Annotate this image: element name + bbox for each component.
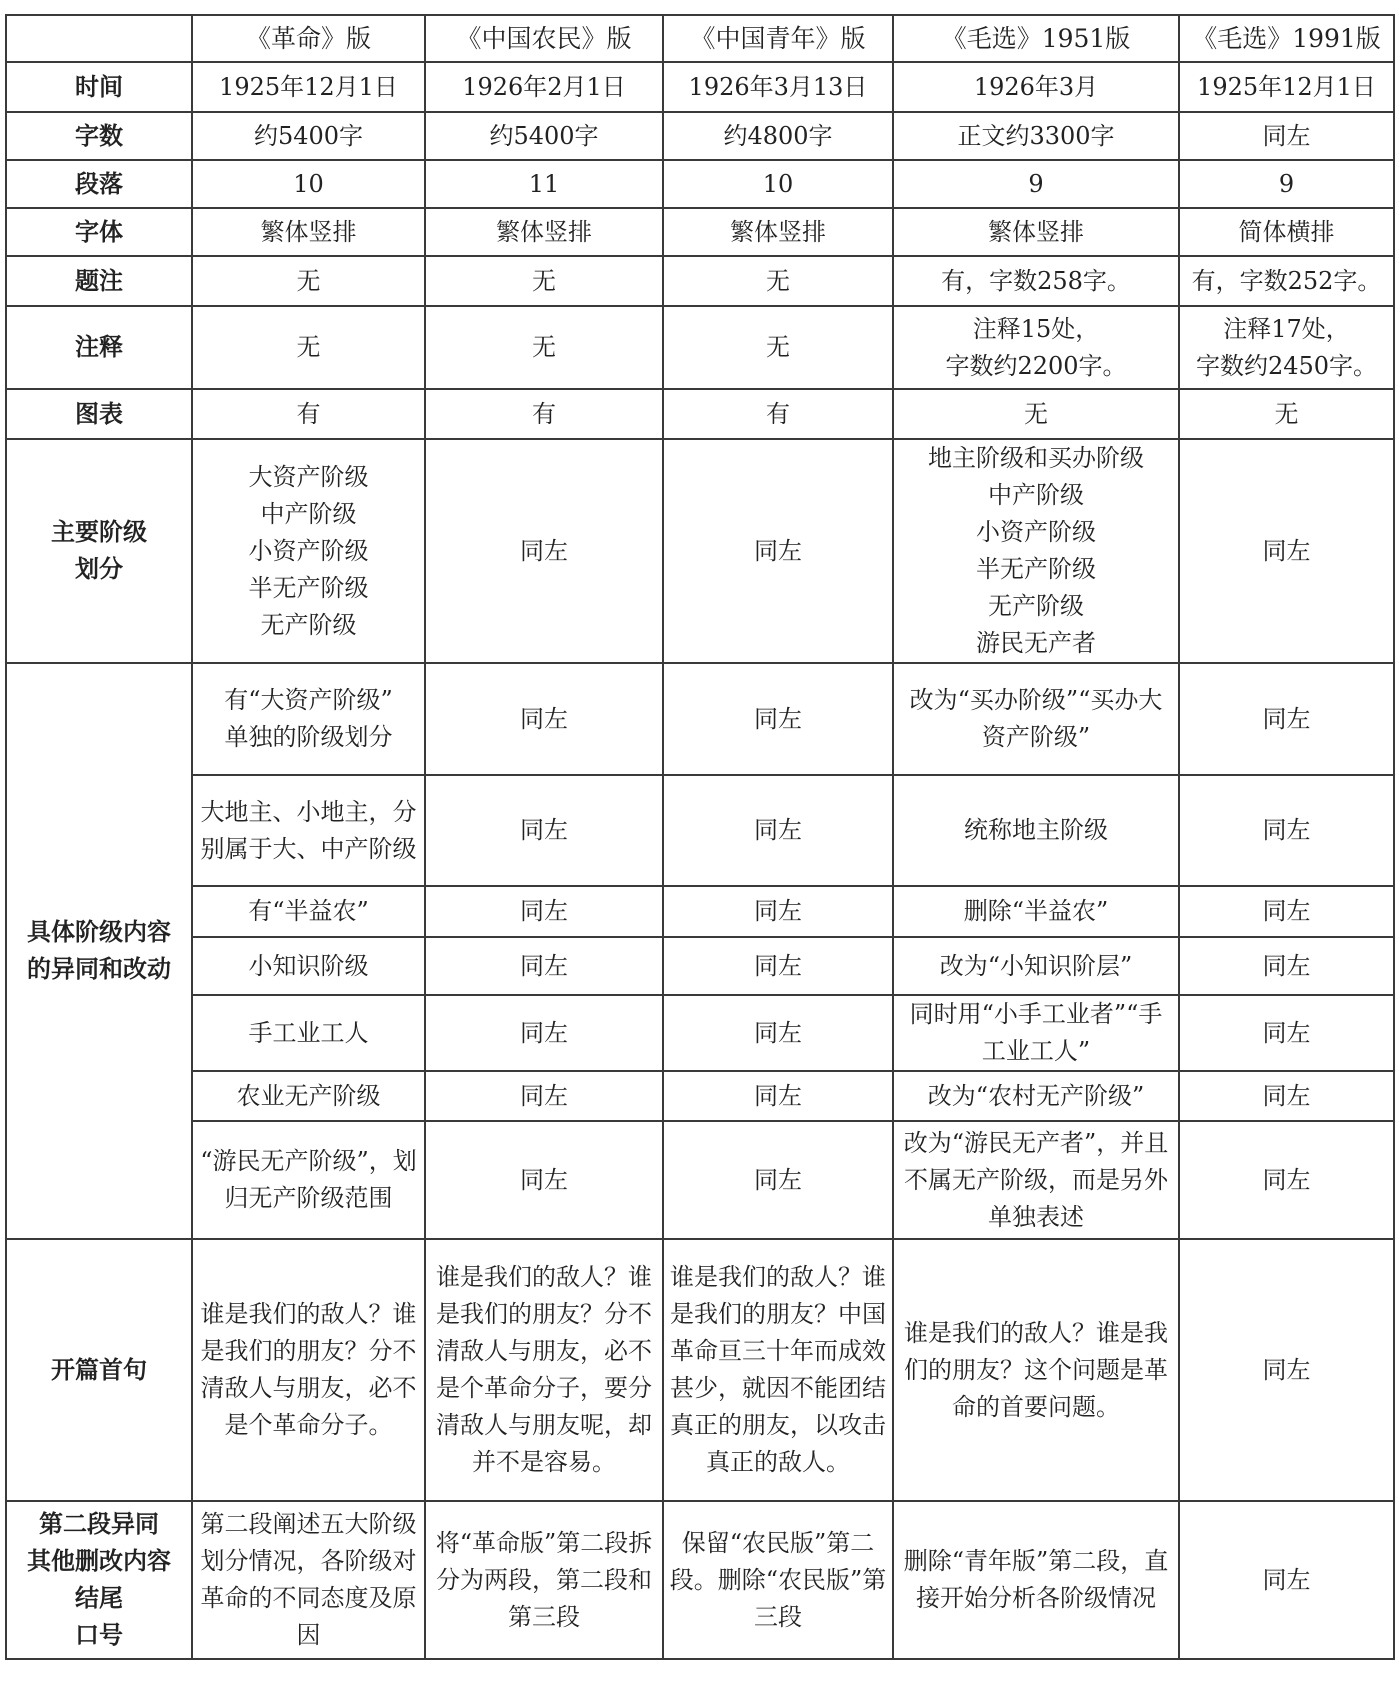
- row-header: 注释: [6, 306, 192, 389]
- table-cell: 有: [663, 389, 893, 439]
- table-cell: 无: [192, 306, 425, 389]
- table-cell: 删除“青年版”第二段，直接开始分析各阶级情况: [893, 1501, 1179, 1659]
- column-header: 《毛选》1951版: [893, 15, 1179, 62]
- table-cell: 农业无产阶级: [192, 1071, 425, 1121]
- table-cell: 改为“买办阶级”“买办大资产阶级”: [893, 663, 1179, 775]
- table-cell: 同左: [1179, 1121, 1394, 1239]
- table-cell: 小知识阶级: [192, 937, 425, 995]
- table-cell: 9: [893, 160, 1179, 208]
- row-header: 具体阶级内容 的异同和改动: [6, 663, 192, 1239]
- table-cell: 同左: [1179, 937, 1394, 995]
- table-row: [6, 160, 1394, 208]
- table-cell: 同左: [1179, 1239, 1394, 1501]
- table-cell: 同左: [663, 1121, 893, 1239]
- table-cell: 改为“农村无产阶级”: [893, 1071, 1179, 1121]
- table-cell: 约4800字: [663, 112, 893, 160]
- table-cell: 同左: [425, 1071, 663, 1121]
- table-cell: 同左: [425, 663, 663, 775]
- table-cell: 同左: [1179, 995, 1394, 1071]
- row-header: 题注: [6, 256, 192, 306]
- table-cell: 将“革命版”第二段拆分为两段，第二段和第三段: [425, 1501, 663, 1659]
- table-row: [6, 937, 1394, 995]
- table-row: [6, 256, 1394, 306]
- table-cell: 统称地主阶级: [893, 775, 1179, 886]
- cut-off-title: [0, 0, 1398, 6]
- table-cell: 约5400字: [425, 112, 663, 160]
- row-header: 开篇首句: [6, 1239, 192, 1501]
- table-row: [6, 1071, 1394, 1121]
- table-cell: 繁体竖排: [425, 208, 663, 256]
- table-cell: 同时用“小手工业者”“手工业工人”: [893, 995, 1179, 1071]
- table-row: [6, 306, 1394, 389]
- table-cell: 谁是我们的敌人？谁是我们的朋友？分不清敌人与朋友，必不是个革命分子，要分清敌人与朋友呢，却并不是容易。: [425, 1239, 663, 1501]
- table-cell: 注释15处， 字数约2200字。: [893, 306, 1179, 389]
- row-header: 字数: [6, 112, 192, 160]
- table-cell: 同左: [663, 937, 893, 995]
- table-cell: 第二段阐述五大阶级划分情况，各阶级对革命的不同态度及原因: [192, 1501, 425, 1659]
- table-cell: 同左: [663, 1071, 893, 1121]
- table-cell: 同左: [663, 663, 893, 775]
- table-cell: 同左: [1179, 775, 1394, 886]
- table-row: [6, 886, 1394, 937]
- table-cell: 谁是我们的敌人？谁是我们的朋友？这个问题是革命的首要问题。: [893, 1239, 1179, 1501]
- table-cell: 1925年12月1日: [1179, 62, 1394, 112]
- table-cell: 9: [1179, 160, 1394, 208]
- table-cell: 有“大资产阶级” 单独的阶级划分: [192, 663, 425, 775]
- row-header: 字体: [6, 208, 192, 256]
- table-cell: 1925年12月1日: [192, 62, 425, 112]
- table-row: [6, 208, 1394, 256]
- table-cell: 地主阶级和买办阶级 中产阶级 小资产阶级 半无产阶级 无产阶级 游民无产者: [893, 439, 1179, 663]
- row-header: 第二段异同 其他删改内容 结尾 口号: [6, 1501, 192, 1659]
- table-cell: 手工业工人: [192, 995, 425, 1071]
- table-row: [6, 775, 1394, 886]
- table-cell: 同左: [1179, 1501, 1394, 1659]
- table-cell: 同左: [425, 937, 663, 995]
- table-cell: 10: [663, 160, 893, 208]
- table-row: [6, 62, 1394, 112]
- table-cell: 大地主、小地主，分别属于大、中产阶级: [192, 775, 425, 886]
- table-cell: 同左: [1179, 663, 1394, 775]
- table-cell: 无: [1179, 389, 1394, 439]
- table-cell: 有，字数258字。: [893, 256, 1179, 306]
- table-cell: 同左: [425, 1121, 663, 1239]
- comparison-table: [5, 14, 1395, 1660]
- table-cell: 有: [425, 389, 663, 439]
- table-cell: 同左: [1179, 112, 1394, 160]
- table-cell: 繁体竖排: [192, 208, 425, 256]
- table-row: [6, 389, 1394, 439]
- table-row: [6, 1121, 1394, 1239]
- column-header: 《毛选》1991版: [1179, 15, 1394, 62]
- column-header: 《中国青年》版: [663, 15, 893, 62]
- table-cell: 同左: [425, 886, 663, 937]
- row-header: 主要阶级 划分: [6, 439, 192, 663]
- column-header: 《中国农民》版: [425, 15, 663, 62]
- table-cell: 约5400字: [192, 112, 425, 160]
- table-cell: 同左: [425, 439, 663, 663]
- table-cell: 同左: [425, 775, 663, 886]
- table-cell: 10: [192, 160, 425, 208]
- table-row: [6, 1239, 1394, 1501]
- table-cell: 1926年3月: [893, 62, 1179, 112]
- table-cell: 有“半益农”: [192, 886, 425, 937]
- table-row: [6, 995, 1394, 1071]
- table-cell: 1926年2月1日: [425, 62, 663, 112]
- table-row: [6, 663, 1394, 775]
- table-cell: “游民无产阶级”，划归无产阶级范围: [192, 1121, 425, 1239]
- table-cell: 同左: [663, 995, 893, 1071]
- table-cell: 无: [663, 306, 893, 389]
- table-cell: 无: [425, 306, 663, 389]
- table-cell: 无: [425, 256, 663, 306]
- table-cell: 同左: [1179, 439, 1394, 663]
- table-cell: 注释17处， 字数约2450字。: [1179, 306, 1394, 389]
- table-cell: 有，字数252字。: [1179, 256, 1394, 306]
- table-cell: 同左: [663, 775, 893, 886]
- table-cell: 同左: [663, 886, 893, 937]
- table-cell: 谁是我们的敌人？谁是我们的朋友？分不清敌人与朋友，必不是个革命分子。: [192, 1239, 425, 1501]
- column-header: 《革命》版: [192, 15, 425, 62]
- table-cell: 谁是我们的敌人？谁是我们的朋友？中国革命亘三十年而成效甚少，就因不能团结真正的朋友，以攻击真正的敌人。: [663, 1239, 893, 1501]
- table-cell: 无: [893, 389, 1179, 439]
- table-cell: 保留“农民版”第二段。删除“农民版”第三段: [663, 1501, 893, 1659]
- table-cell: 改为“小知识阶层”: [893, 937, 1179, 995]
- table-cell: 同左: [425, 995, 663, 1071]
- table-cell: 有: [192, 389, 425, 439]
- header-row: [6, 15, 1394, 62]
- table-cell: 大资产阶级 中产阶级 小资产阶级 半无产阶级 无产阶级: [192, 439, 425, 663]
- table-cell: 同左: [1179, 1071, 1394, 1121]
- table-row: [6, 439, 1394, 663]
- table-cell: 同左: [663, 439, 893, 663]
- table-cell: 繁体竖排: [663, 208, 893, 256]
- corner-cell: [6, 15, 192, 62]
- table-row: [6, 112, 1394, 160]
- table-row: [6, 1501, 1394, 1659]
- table-cell: 繁体竖排: [893, 208, 1179, 256]
- table-cell: 同左: [1179, 886, 1394, 937]
- table-cell: 简体横排: [1179, 208, 1394, 256]
- table-cell: 正文约3300字: [893, 112, 1179, 160]
- row-header: 图表: [6, 389, 192, 439]
- table-cell: 11: [425, 160, 663, 208]
- table-cell: 无: [192, 256, 425, 306]
- table-cell: 删除“半益农”: [893, 886, 1179, 937]
- row-header: 段落: [6, 160, 192, 208]
- table-cell: 无: [663, 256, 893, 306]
- table-cell: 1926年3月13日: [663, 62, 893, 112]
- row-header: 时间: [6, 62, 192, 112]
- table-cell: 改为“游民无产者”，并且不属无产阶级，而是另外单独表述: [893, 1121, 1179, 1239]
